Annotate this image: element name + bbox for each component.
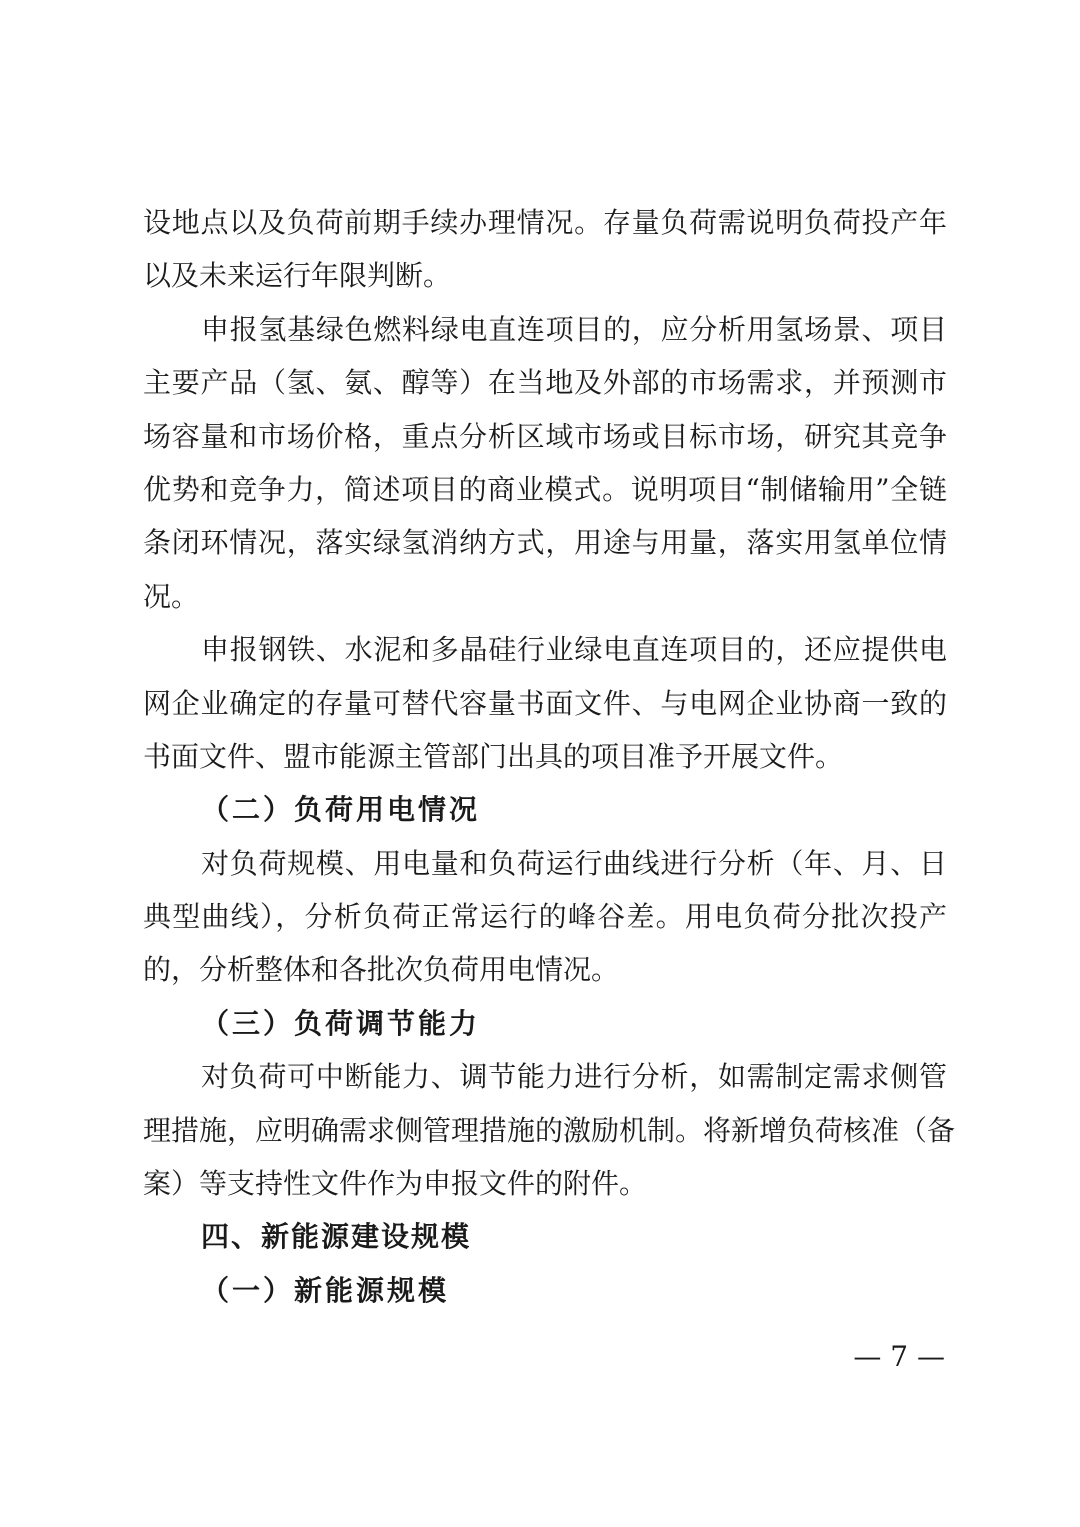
paragraph-line: 申报钢铁、水泥和多晶硅行业绿电直连项目的，还应提供电 [201, 633, 947, 667]
section-heading: （一）新能源规模 [201, 1273, 450, 1307]
paragraph-line: 设地点以及负荷前期手续办理情况。存量负荷需说明负荷投产年 [143, 206, 947, 239]
paragraph-line: 网企业确定的存量可替代容量书面文件、与电网企业协商一致的 [143, 686, 947, 720]
paragraph-line: 场容量和市场价格，重点分析区域市场或目标市场，研究其竞争 [143, 419, 947, 453]
paragraph-line: 对负荷规模、用电量和负荷运行曲线进行分析（年、月、日 [201, 846, 947, 880]
page-number: — 7 — [853, 1340, 945, 1373]
section-heading: （三）负荷调节能力 [201, 1006, 481, 1040]
document-body [143, 196, 956, 1317]
paragraph-line: 条闭环情况，落实绿氢消纳方式，用途与用量，落实用氢单位情 [143, 526, 947, 560]
paragraph-line: 的，分析整体和各批次负荷用电情况。 [143, 953, 620, 987]
section-heading: （二）负荷用电情况 [201, 793, 481, 827]
paragraph-line: 优势和竞争力，简述项目的商业模式。说明项目“制储输用”全链 [143, 472, 947, 506]
paragraph-line: 理措施，应明确需求侧管理措施的激励机制。将新增负荷核准（备 [143, 1113, 956, 1147]
paragraph-line: 况。 [143, 579, 200, 613]
paragraph-line: 案）等支持性文件作为申报文件的附件。 [143, 1167, 648, 1201]
paragraph-line: 申报氢基绿色燃料绿电直连项目的，应分析用氢场景、项目 [201, 312, 947, 346]
paragraph-line: 典型曲线），分析负荷正常运行的峰谷差。用电负荷分批次投产 [143, 900, 947, 934]
chapter-heading: 四、新能源建设规模 [201, 1220, 472, 1254]
paragraph-line: 主要产品（氢、氨、醇等）在当地及外部的市场需求，并预测市 [143, 366, 947, 400]
paragraph-line: 对负荷可中断能力、调节能力进行分析，如需制定需求侧管 [201, 1060, 947, 1094]
paragraph-line: 书面文件、盟市能源主管部门出具的项目准予开展文件。 [143, 739, 844, 773]
paragraph-line: 以及未来运行年限判断。 [143, 259, 452, 293]
